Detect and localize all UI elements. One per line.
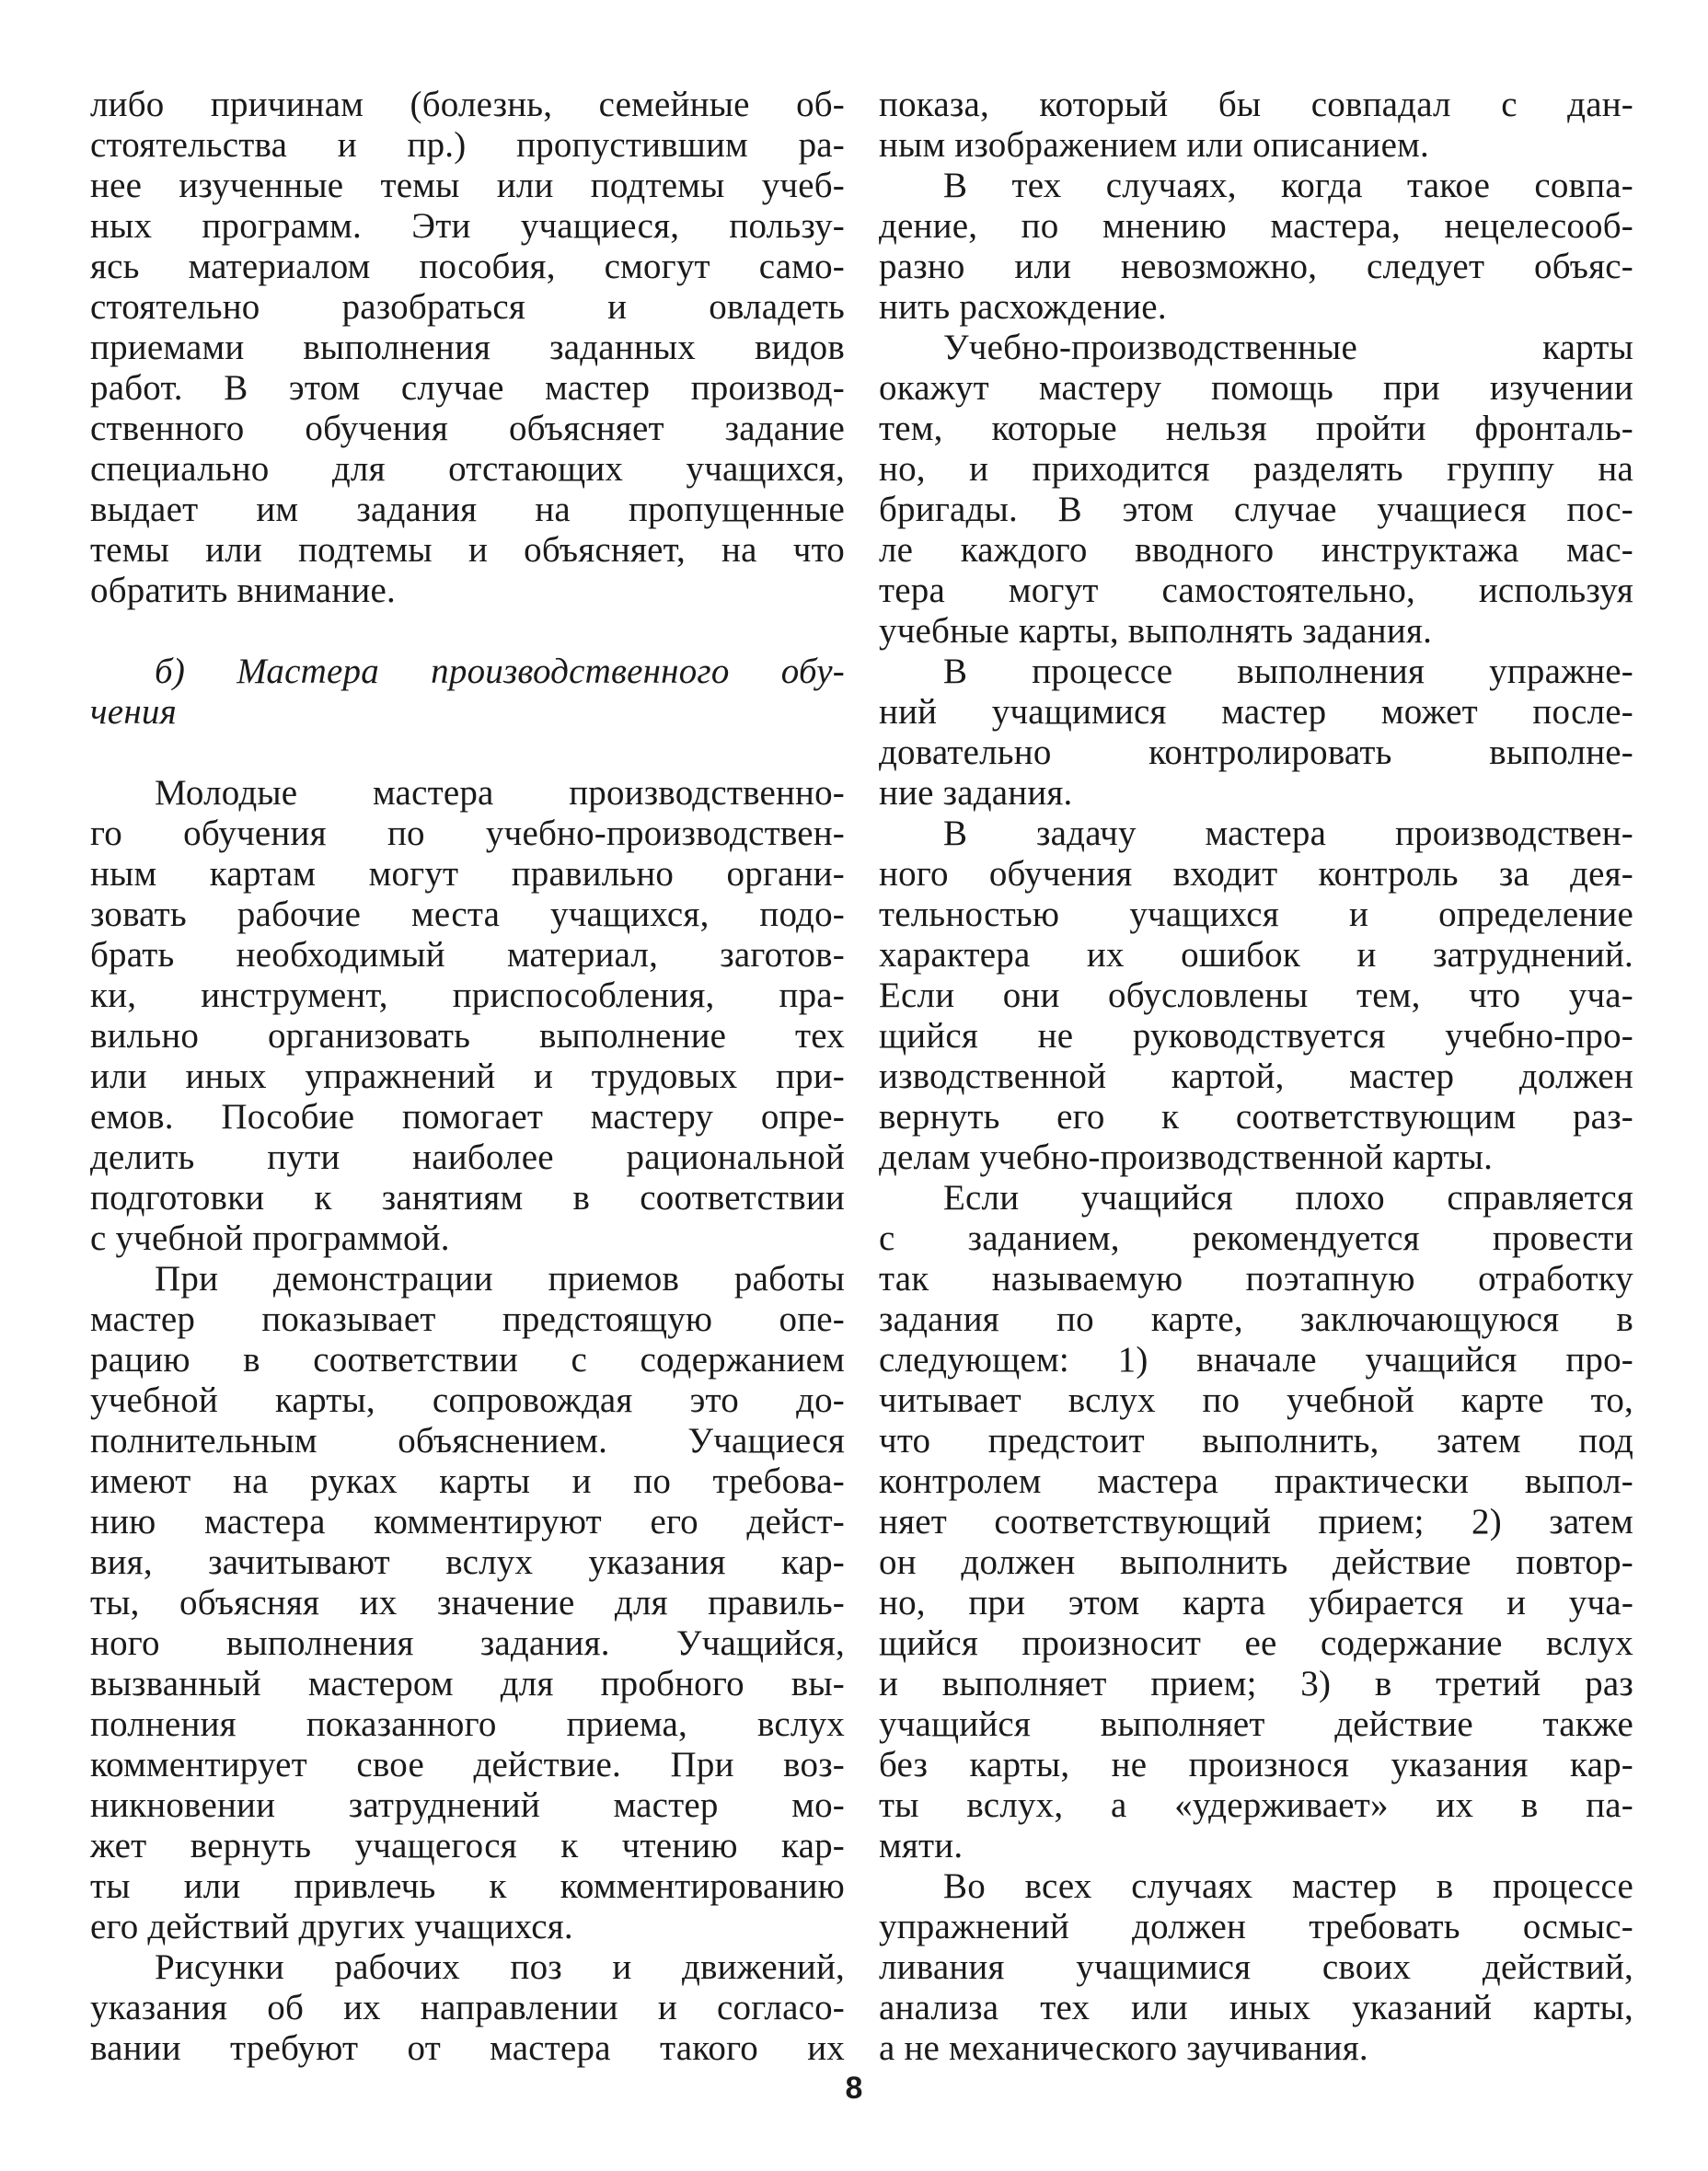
text-line: вызванный мастером для пробного вы- <box>90 1664 845 1703</box>
text-line: ным картам могут правильно органи- <box>90 854 845 894</box>
section-heading: чения <box>90 692 177 732</box>
right-column <box>879 85 1633 2069</box>
paragraph-first-line: В тех случаях, когда такое совпа- <box>943 166 1633 205</box>
text-line: полнения показанного приема, вслух <box>90 1704 845 1744</box>
text-line: ки, инструмент, приспособления, пра- <box>90 976 845 1015</box>
text-line: подготовки к занятиям в соответствии <box>90 1178 845 1218</box>
text-line: и выполняет прием; 3) в третий раз <box>879 1664 1633 1703</box>
text-line: так называемую поэтапную отработку <box>879 1259 1633 1299</box>
text-line: щийся произносит ее содержание вслух <box>879 1623 1633 1663</box>
text-line: специально для отстающих учащихся, <box>90 449 845 489</box>
paragraph-last-line: а не механического заучивания. <box>879 2028 1368 2068</box>
paragraph-first-line: Рисунки рабочих поз и движений, <box>155 1947 845 1987</box>
text-line: ты, объясняя их значение для правиль- <box>90 1583 845 1622</box>
text-line: нию мастера комментируют его дейст- <box>90 1502 845 1542</box>
text-line: жет вернуть учащегося к чтению кар- <box>90 1826 845 1865</box>
text-line: вия, зачитывают вслух указания кар- <box>90 1542 845 1582</box>
text-line: полнительным объяснением. Учащиеся <box>90 1421 845 1461</box>
text-line: стоятельства и пр.) пропустившим ра- <box>90 125 845 165</box>
text-line: тельностью учащихся и определение <box>879 895 1633 934</box>
text-line: емов. Пособие помогает мастеру опре- <box>90 1097 845 1137</box>
text-line: тем, которые нельзя пройти фронталь- <box>879 409 1633 448</box>
text-line: го обучения по учебно-производствен- <box>90 814 845 853</box>
text-line: ний учащимися мастер может после- <box>879 692 1633 732</box>
text-line: рацию в соответствии с содержанием <box>90 1340 845 1380</box>
text-line: тера могут самостоятельно, используя <box>879 571 1633 610</box>
page-number: 8 <box>845 2071 863 2106</box>
text-line: довательно контролировать выполне- <box>879 733 1633 772</box>
text-line: ясь материалом пособия, смогут само- <box>90 247 845 286</box>
paragraph-last-line: учебные карты, выполнять задания. <box>879 611 1433 651</box>
text-line: мастер показывает предстоящую опе- <box>90 1299 845 1339</box>
text-line: няет соответствующий прием; 2) затем <box>879 1502 1633 1542</box>
text-line: ных программ. Эти учащиеся, пользу- <box>90 206 845 246</box>
text-line: ливания учащимися своих действий, <box>879 1947 1633 1987</box>
text-line: никновении затруднений мастер мо- <box>90 1785 845 1825</box>
paragraph-first-line: Во всех случаях мастер в процессе <box>943 1866 1633 1906</box>
left-column <box>90 85 845 2069</box>
paragraph-first-line: В задачу мастера производствен- <box>943 814 1633 853</box>
text-line: без карты, не произнося указания кар- <box>879 1745 1633 1784</box>
text-line: дение, по мнению мастера, нецелесооб- <box>879 206 1633 246</box>
paragraph-gap <box>90 733 845 773</box>
text-line: либо причинам (болезнь, семейные об- <box>90 85 845 124</box>
section-heading: б) Мастера производственного обу- <box>155 652 845 691</box>
paragraph-last-line: с учебной программой. <box>90 1218 450 1258</box>
text-line: нее изученные темы или подтемы учеб- <box>90 166 845 205</box>
text-line: задания по карте, заключающуюся в <box>879 1299 1633 1339</box>
text-line: но, и приходится разделять группу на <box>879 449 1633 489</box>
text-line: щийся не руководствуется учебно-про- <box>879 1016 1633 1056</box>
text-line: вании требуют от мастера такого их <box>90 2028 845 2068</box>
paragraph-last-line: его действий других учащихся. <box>90 1907 573 1946</box>
paragraph-first-line: Если учащийся плохо справляется <box>943 1178 1633 1218</box>
text-line: с заданием, рекомендуется провести <box>879 1218 1633 1258</box>
text-line: ты вслух, а «удерживает» их в па- <box>879 1785 1633 1825</box>
text-line: выдает им задания на пропущенные <box>90 490 845 529</box>
text-line: комментирует свое действие. При воз- <box>90 1745 845 1784</box>
paragraph-first-line: В процессе выполнения упражне- <box>943 652 1633 691</box>
text-line: контролем мастера практически выпол- <box>879 1461 1633 1501</box>
text-line: показа, который бы совпадал с дан- <box>879 85 1633 124</box>
paragraph-last-line: обратить внимание. <box>90 571 396 610</box>
text-line: читывает вслух по учебной карте то, <box>879 1380 1633 1420</box>
text-line: характера их ошибок и затруднений. <box>879 935 1633 975</box>
text-line: ты или привлечь к комментированию <box>90 1866 845 1906</box>
text-line: учащийся выполняет действие также <box>879 1704 1633 1744</box>
text-line: что предстоит выполнить, затем под <box>879 1421 1633 1461</box>
paragraph-first-line: При демонстрации приемов работы <box>155 1259 845 1299</box>
text-line: ного выполнения задания. Учащийся, <box>90 1623 845 1663</box>
text-line: ле каждого вводного инструктажа мас- <box>879 530 1633 570</box>
text-line: бригады. В этом случае учащиеся пос- <box>879 490 1633 529</box>
text-line: ственного обучения объясняет задание <box>90 409 845 448</box>
text-line: делить пути наиболее рациональной <box>90 1137 845 1177</box>
text-line: или иных упражнений и трудовых при- <box>90 1057 845 1096</box>
text-line: изводственной картой, мастер должен <box>879 1057 1633 1096</box>
paragraph-last-line: нить расхождение. <box>879 287 1167 327</box>
text-line: вильно организовать выполнение тех <box>90 1016 845 1056</box>
text-line: брать необходимый материал, заготов- <box>90 935 845 975</box>
text-line: следующем: 1) вначале учащийся про- <box>879 1340 1633 1380</box>
text-line: имеют на руках карты и по требова- <box>90 1461 845 1501</box>
text-line: но, при этом карта убирается и уча- <box>879 1583 1633 1622</box>
text-line: разно или невозможно, следует объяс- <box>879 247 1633 286</box>
text-line: темы или подтемы и объясняет, на что <box>90 530 845 570</box>
text-line: упражнений должен требовать осмыс- <box>879 1907 1633 1946</box>
paragraph-last-line: делам учебно-производственной карты. <box>879 1137 1494 1177</box>
text-line: учебной карты, сопровождая это до- <box>90 1380 845 1420</box>
text-line: работ. В этом случае мастер производ- <box>90 368 845 408</box>
paragraph-first-line: Молодые мастера производственно- <box>155 773 845 813</box>
paragraph-last-line: ным изображением или описанием. <box>879 125 1429 165</box>
paragraph-last-line: ние задания. <box>879 773 1073 813</box>
text-line: Если они обусловлены тем, что уча- <box>879 976 1633 1015</box>
paragraph-gap <box>90 611 845 652</box>
text-line: ного обучения входит контроль за дея- <box>879 854 1633 894</box>
paragraph-last-line: мяти. <box>879 1826 964 1865</box>
text-line: указания об их направлении и согласо- <box>90 1988 845 2027</box>
text-line: вернуть его к соответствующим раз- <box>879 1097 1633 1137</box>
text-line: приемами выполнения заданных видов <box>90 328 845 367</box>
text-line: анализа тех или иных указаний карты, <box>879 1988 1633 2027</box>
text-line: он должен выполнить действие повтор- <box>879 1542 1633 1582</box>
text-line: стоятельно разобраться и овладеть <box>90 287 845 327</box>
text-line: зовать рабочие места учащихся, подо- <box>90 895 845 934</box>
paragraph-first-line: Учебно-производственные карты <box>943 328 1633 367</box>
text-line: окажут мастеру помощь при изучении <box>879 368 1633 408</box>
